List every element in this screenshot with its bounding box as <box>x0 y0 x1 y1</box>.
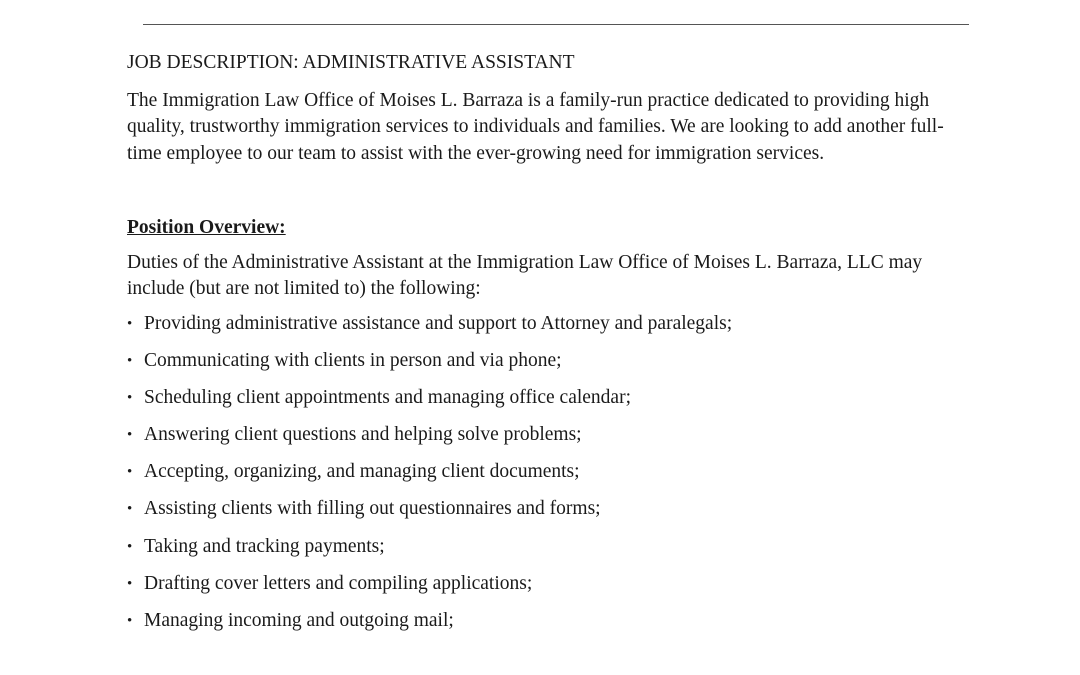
bullet-icon: • <box>127 352 133 369</box>
bullet-icon: • <box>127 464 133 481</box>
duties-list <box>127 311 957 646</box>
duty-text: Assisting clients with filling out questionnaires and forms; <box>144 498 601 520</box>
duty-text: Answering client questions and helping solve problems; <box>144 424 582 446</box>
bullet-icon: • <box>127 613 133 629</box>
bullet-icon: • <box>127 315 133 332</box>
document-heading: JOB DESCRIPTION: ADMINISTRATIVE ASSISTANT <box>127 52 575 73</box>
duty-item <box>127 608 957 645</box>
duty-item <box>127 459 957 496</box>
duty-item <box>127 348 957 385</box>
duty-text: Managing incoming and outgoing mail; <box>144 610 454 631</box>
duty-text: Accepting, organizing, and managing client documents; <box>144 461 580 483</box>
bullet-icon: • <box>127 389 133 406</box>
section-title-position-overview: Position Overview: <box>127 217 286 238</box>
bullet-icon: • <box>127 575 133 592</box>
intro-paragraph: The Immigration Law Office of Moises L. Barraza is a family-run practice dedicated to providing high quality, trustworthy immigration services to individuals and families. We are looking to add another full-time employee to our team to assist with the ever-growing need for immigration services. <box>127 89 944 164</box>
duty-text: Drafting cover letters and compiling applications; <box>144 572 533 594</box>
duty-text: Providing administrative assistance and support to Attorney and paralegals; <box>144 312 733 334</box>
bullet-icon: • <box>127 538 133 555</box>
duty-item <box>127 571 957 608</box>
duty-item <box>127 534 957 571</box>
duty-item <box>127 496 957 533</box>
bullet-icon: • <box>127 501 133 518</box>
duty-item <box>127 422 957 459</box>
duty-item <box>127 385 957 422</box>
duties-intro-paragraph: Duties of the Administrative Assistant at the Immigration Law Office of Moises L. Barraza, LLC may include (but are not limited to) the following: <box>127 251 923 299</box>
duty-item <box>127 311 957 348</box>
duty-text: Scheduling client appointments and managing office calendar; <box>144 386 631 408</box>
bullet-icon: • <box>127 427 133 444</box>
duty-text: Communicating with clients in person and via phone; <box>144 349 562 371</box>
header-rule <box>143 24 969 25</box>
duty-text: Taking and tracking payments; <box>144 535 385 557</box>
document-body <box>127 50 957 645</box>
